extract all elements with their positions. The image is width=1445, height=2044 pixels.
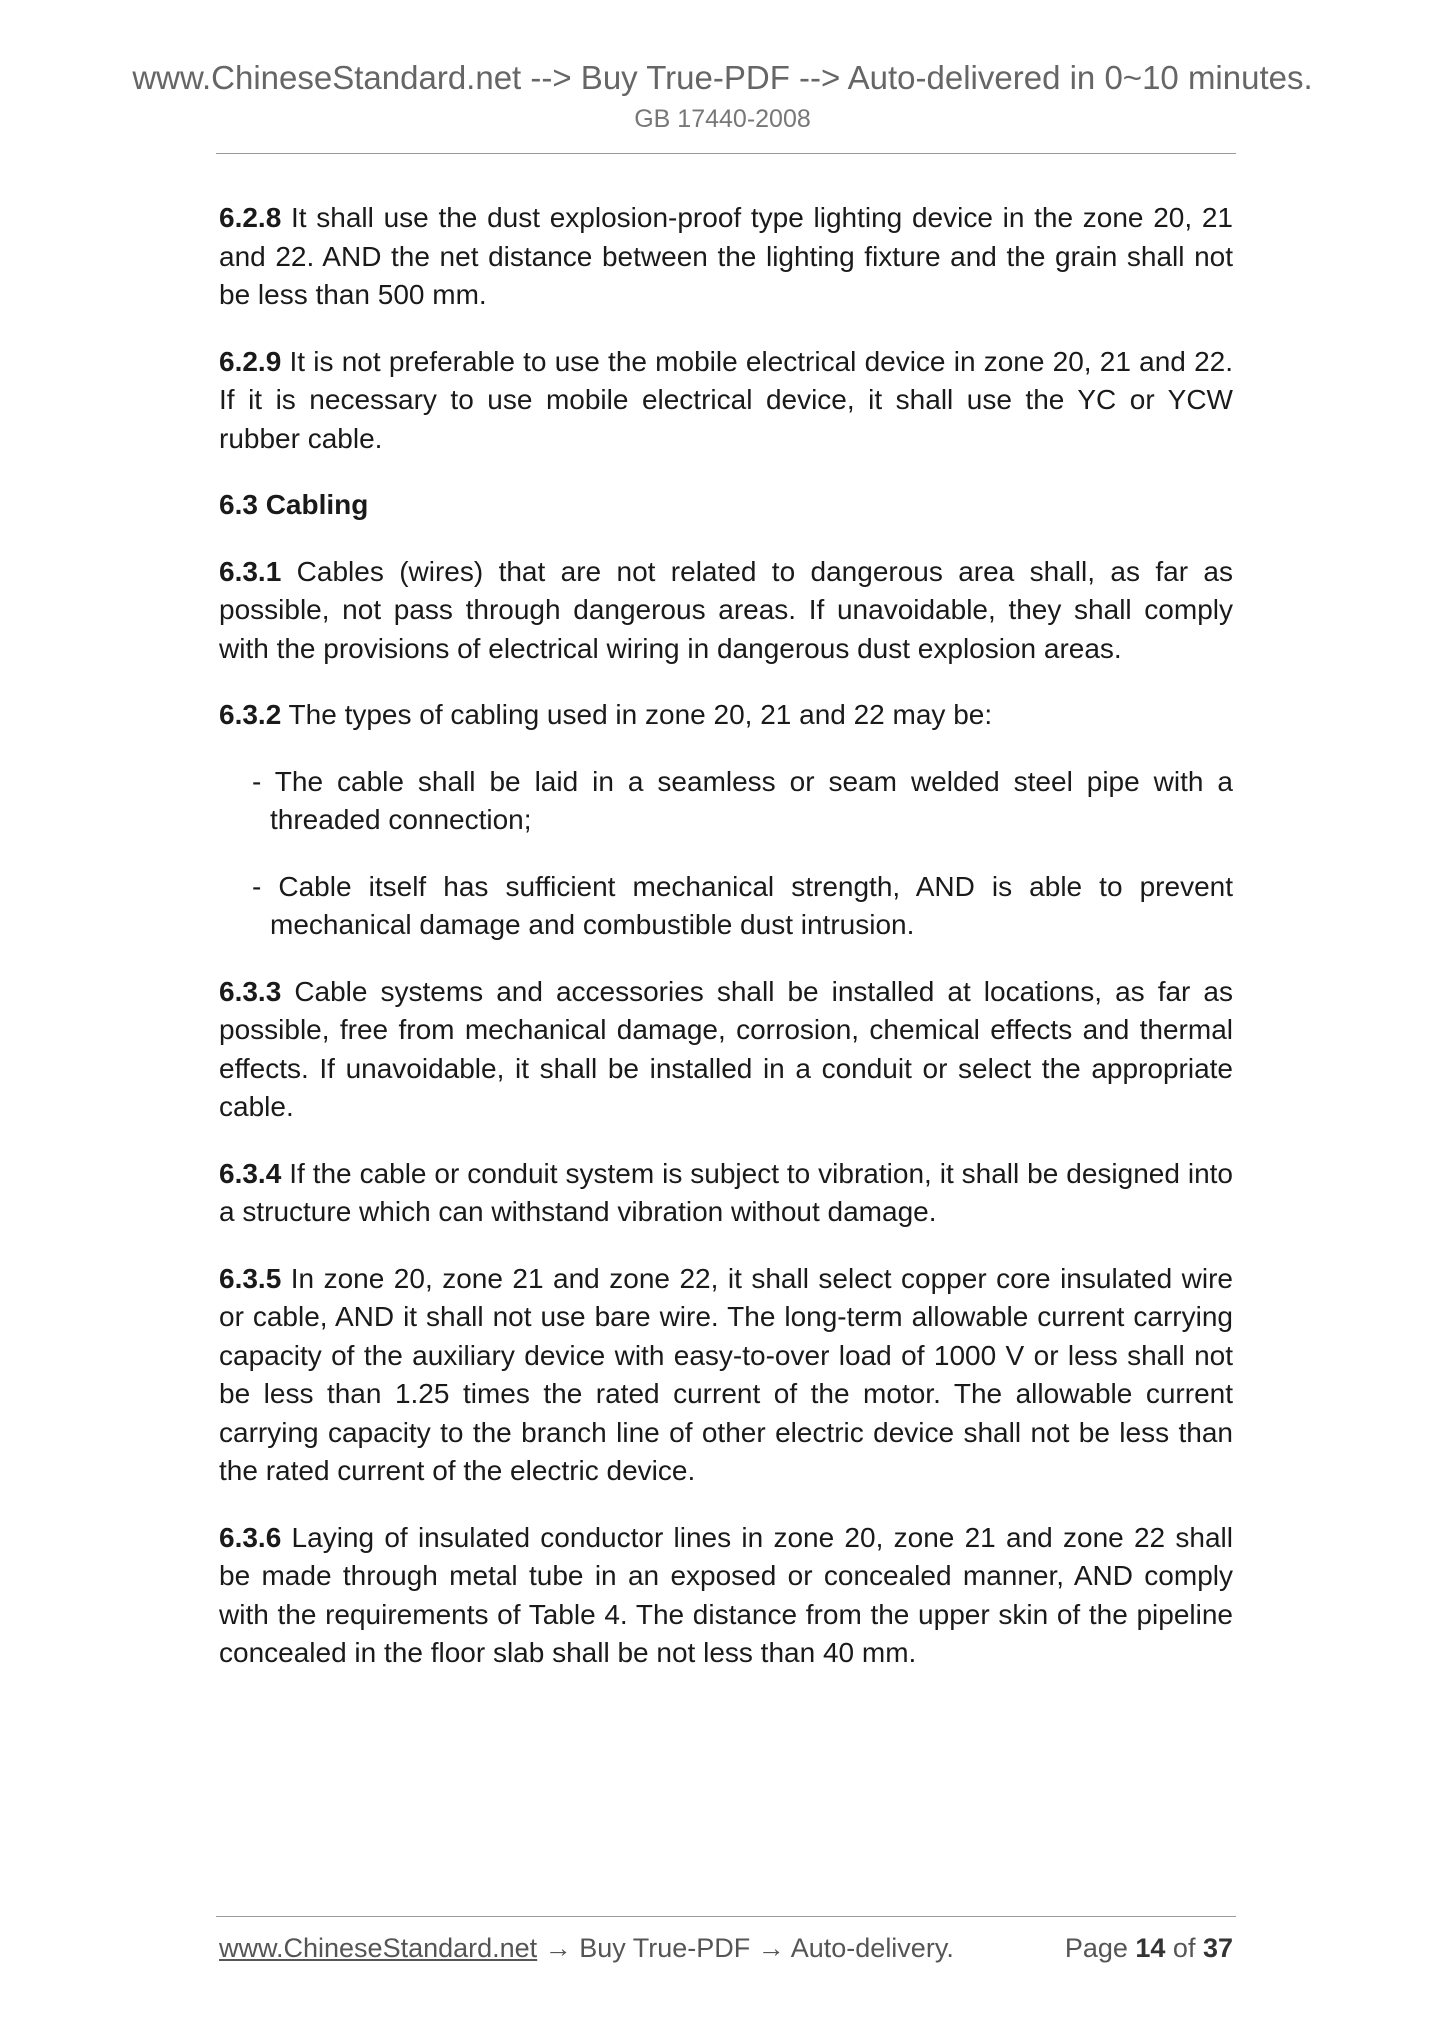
clause-number: 6.3.4 [219,1157,282,1189]
clause-text: The types of cabling used in zone 20, 21 and 22 may be: [281,699,993,730]
clause-text: Cable systems and accessories shall be installed at locations, as far as possible, free from mechanical damage, corrosion, chemical effects and thermal effects. If unavoidable, it shall be installed in a conduit or select the appropriate cable. [219,975,1233,1122]
clause-6-2-8 [219,199,1233,315]
clause-number: 6.3.2 [219,699,282,730]
clause-6-3-5 [219,1260,1233,1491]
of-word: of [1165,1933,1203,1963]
clause-number: 6.2.8 [219,202,282,233]
page-total: 37 [1202,1933,1233,1963]
clause-number: 6.2.9 [219,345,282,377]
clause-text: In zone 20, zone 21 and zone 22, it shall select copper core insulated wire or cable, AND it shall not use bare wire. The long-term allowable current carrying capacity of the auxiliary device with easy-to-over load of 1000 V or less shall not be less than 1.25 times the rated current of the motor. The allowable current carrying capacity to the branch line of other electric device shall not be less than the rated current of the electric device. [219,1262,1233,1486]
clause-6-3-2 [219,696,1233,735]
page-current: 14 [1135,1933,1166,1963]
list-item: - Cable itself has sufficient mechanical strength, AND is able to prevent mechanical damage and combustible dust intrusion. [252,870,1233,940]
footer-site-link[interactable]: www.ChineseStandard.net [219,1933,538,1963]
clause-number: 6.3.1 [219,555,282,587]
clause-text: Laying of insulated conductor lines in zone 20, zone 21 and zone 22 shall be made through metal tube in an exposed or concealed manner, AND comply with the requirements of Table 4. The distance from the upper skin of the pipeline concealed in the floor slab shall be not less than 40 mm. [219,1521,1233,1668]
standard-number: GB 17440-2008 [634,105,811,133]
footer-promo [219,1930,954,1966]
clause-6-3-4 [219,1155,1233,1232]
footer-promo-text: → Buy True-PDF → Auto-delivery. [537,1933,954,1963]
clause-text: Cables (wires) that are not related to dangerous area shall, as far as possible, not pass through dangerous areas. If unavoidable, they shall comply with the provisions of electrical wiring in dangerous dust explosion areas. [219,555,1233,664]
clause-text: It shall use the dust explosion-proof type lighting device in the zone 20, 21 and 22. AND the net distance between the lighting fixture and the grain shall not be less than 500 mm. [219,202,1233,310]
header-banner: www.ChineseStandard.net --> Buy True-PDF --> Auto-delivered in 0~10 minutes. [132,59,1313,96]
clause-number: 6.3.5 [219,1262,282,1294]
clause-number: 6.3.3 [219,975,282,1007]
header-divider [216,153,1236,154]
clause-number: 6.3.6 [219,1521,282,1553]
footer-divider [216,1916,1236,1917]
clause-text: It is not preferable to use the mobile electrical device in zone 20, 21 and 22. If it is necessary to use mobile electrical device, it shall use the YC or YCW rubber cable. [219,345,1233,454]
clause-6-3-1 [219,553,1233,669]
list-item: - The cable shall be laid in a seamless or seam welded steel pipe with a threaded connection; [252,765,1233,835]
clause-6-3-3 [219,973,1233,1127]
clause-6-3-6 [219,1519,1233,1673]
page-number [1065,1930,1233,1966]
clause-text: If the cable or conduit system is subject to vibration, it shall be designed into a structure which can withstand vibration without damage. [219,1157,1233,1227]
page-word: Page [1064,1933,1136,1963]
clause-6-2-9 [219,343,1233,459]
section-heading-6-3: 6.3 Cabling [219,489,369,520]
document-body [219,199,1233,1701]
